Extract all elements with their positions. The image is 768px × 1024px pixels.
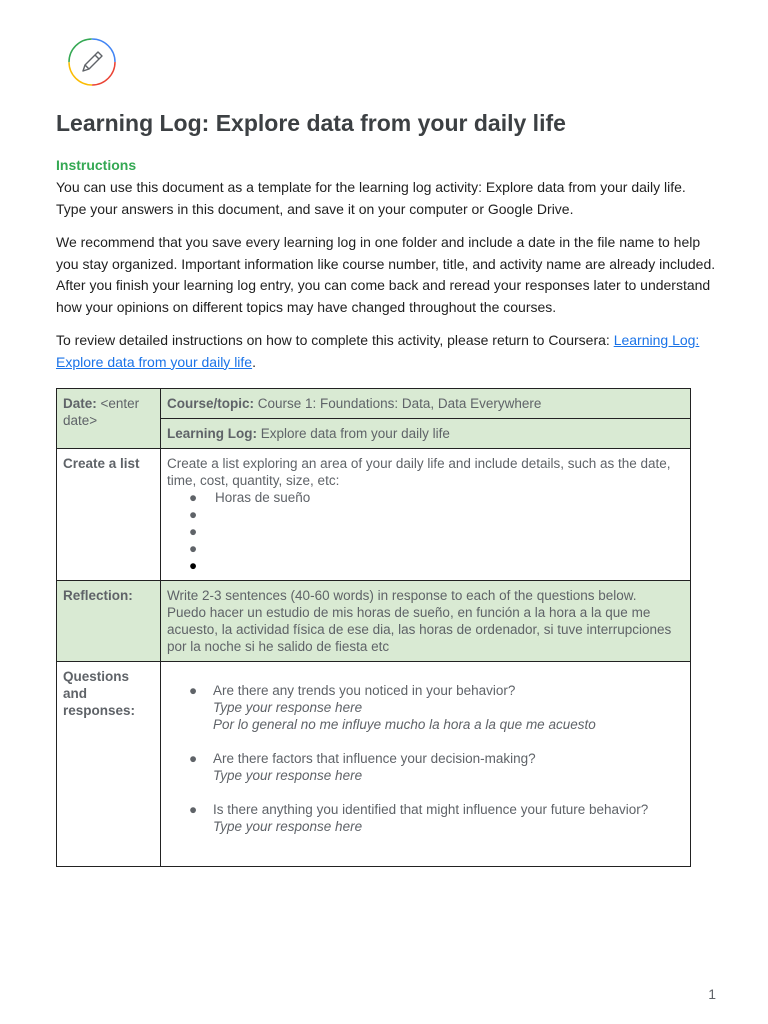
coursera-link[interactable]: Learning Log: Explore data from your daily life [56,332,700,370]
learning-log-table [56,388,691,867]
bullet-icon: ● [189,683,198,698]
paragraph-3-prefix: To review detailed instructions on how to complete this activity, please return to Coursera: [56,332,614,348]
bullet-icon: ● [189,802,198,817]
bullet-icon: ● [189,490,198,505]
reflection-answer[interactable]: Puedo hacer un estudio de mis horas de sueño, en función a la hora a la que me acuesto, la actividad física de ese dia, las horas de ordenador, si tuve interrupciones por la noche si he salido de fiesta etc [167,605,672,654]
question-item [189,682,684,733]
list-item[interactable] [189,557,684,574]
instructions-paragraph-2: We recommend that you save every learning log in one folder and include a date in the file name to help you stay organized. Important information like course number, title, and activity name are already included. After you finish your learning log entry, you can come back and reread your responses later to understand how your opinions on different topics may have changed throughout the courses. [56,234,716,315]
question-text: Are there factors that influence your decision-making? [213,751,536,766]
list-item[interactable] [189,489,684,506]
questions-label: Questions and responses: [63,669,136,718]
create-list-label: Create a list [63,456,140,471]
log-label: Learning Log: [167,426,257,441]
daily-life-list[interactable] [167,489,684,574]
create-list-description: Create a list exploring an area of your daily life and include details, such as the date, time, cost, quantity, size, etc: [167,456,671,488]
list-item[interactable] [189,523,684,540]
date-value: <enter date> [63,396,140,428]
response-placeholder[interactable]: Type your response here [213,768,363,783]
log-title-cell [161,419,691,449]
reflection-instructions: Write 2-3 sentences (40-60 words) in response to each of the questions below. [167,588,637,603]
create-list-label-cell [57,449,161,581]
page-number: 1 [708,986,716,1002]
questions-list [167,668,684,860]
instructions-paragraph-1: You can use this document as a template for the learning log activity: Explore data from your daily life. Type your answers in this document, and save it on your computer or Google Drive. [56,179,686,217]
pencil-icon [66,36,118,88]
list-item-text: Horas de sueño [215,490,311,505]
course-value: Course 1: Foundations: Data, Data Everywhere [254,396,542,411]
bullet-icon: ● [189,524,198,539]
reflection-label-cell [57,581,161,662]
response-placeholder[interactable]: Type your response here [213,819,363,834]
question-item [189,801,684,835]
instructions-paragraph-3 [56,330,716,373]
question-item [189,750,684,784]
bullet-icon: ● [189,541,198,556]
pencil-logo [66,36,118,88]
response-answer[interactable]: Por lo general no me influye mucho la hora a la que me acuesto [213,717,596,732]
bullet-icon: ● [189,507,198,522]
response-placeholder[interactable]: Type your response here [213,700,363,715]
create-list-cell[interactable] [161,449,691,581]
bullet-icon: ● [189,558,198,573]
questions-cell [161,662,691,867]
list-item[interactable] [189,506,684,523]
question-text: Is there anything you identified that might influence your future behavior? [213,802,649,817]
course-cell [161,389,691,419]
log-value: Explore data from your daily life [257,426,450,441]
question-text: Are there any trends you noticed in your behavior? [213,683,516,698]
page-title: Learning Log: Explore data from your daily life [56,110,566,136]
date-cell[interactable] [57,389,161,449]
instructions-heading: Instructions [56,157,137,173]
reflection-label: Reflection: [63,588,133,603]
reflection-cell[interactable] [161,581,691,662]
list-item[interactable] [189,540,684,557]
bullet-icon: ● [189,751,198,766]
date-label: Date: [63,396,97,411]
paragraph-3-suffix: . [252,353,256,370]
questions-label-cell [57,662,161,867]
course-label: Course/topic: [167,396,255,411]
